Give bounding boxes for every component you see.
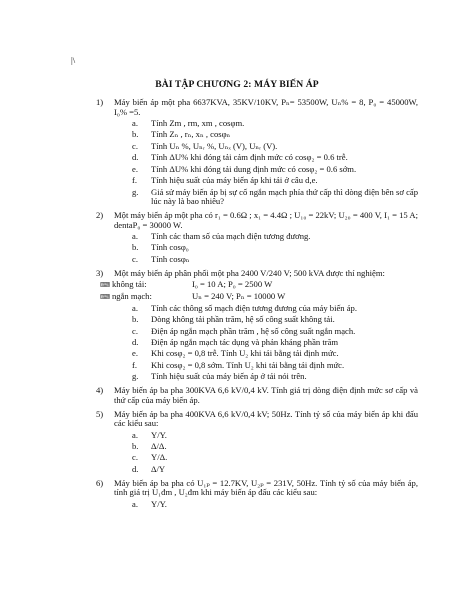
question-text: Máy biến áp ba pha 400KVA 6,6 kV/0,4 kV; 50Hz. Tính tỷ số của máy biến áp khi đấu các kiểu sau: bbox=[114, 408, 418, 429]
sub-item bbox=[114, 500, 418, 510]
sub-key: a. bbox=[132, 302, 138, 313]
page-title: BÀI TẬP CHƯƠNG 2: MÁY BIẾN ÁP bbox=[155, 79, 319, 90]
sub-text: Điện áp ngắn mạch tác dụng và phản kháng phần trăm bbox=[151, 337, 339, 348]
sub-item bbox=[114, 165, 418, 175]
sub-key: b. bbox=[132, 242, 139, 253]
question-number: 2) bbox=[96, 210, 104, 221]
sub-text: Dòng không tải phần trăm, hệ số công suất không tải. bbox=[151, 314, 335, 325]
question-1 bbox=[96, 98, 418, 207]
sub-item bbox=[114, 442, 418, 452]
sub-key: g. bbox=[132, 371, 139, 382]
sub-text: Tính cosφ₀ bbox=[151, 242, 189, 253]
keyboard-icon: ⌨ bbox=[100, 281, 111, 290]
sub-text: Y/Y. bbox=[151, 429, 167, 440]
sub-key: a. bbox=[132, 118, 138, 129]
sub-item bbox=[114, 130, 418, 140]
sub-key: b. bbox=[132, 441, 139, 452]
sub-item bbox=[114, 361, 418, 371]
sub-item bbox=[114, 338, 418, 348]
question-5 bbox=[96, 410, 418, 475]
sub-item bbox=[114, 304, 418, 314]
test-condition-no-load bbox=[100, 279, 418, 290]
condition-values: Uₙ = 240 V; Pₙ = 10000 W bbox=[192, 291, 286, 302]
sub-key: b. bbox=[132, 314, 139, 325]
sub-text: Giả sử máy biến áp bị sự cố ngắn mạch phía thứ cấp thì dòng điện bên sơ cấp lúc này là bao nhiêu? bbox=[151, 186, 418, 207]
sub-text: Tính ΔU% khi đóng tải cảm định mức có cosφ₂ = 0.6 trễ. bbox=[151, 152, 348, 163]
sub-text: Tính Zm , rm, xm , cosφm. bbox=[151, 118, 245, 129]
condition-values: I₀ = 10 A; P₀ = 2500 W bbox=[192, 279, 273, 290]
sub-key: g. bbox=[132, 186, 139, 197]
sub-text: Tính ΔU% khi đóng tải dung định mức có cosφ₂ = 0.6 sớm. bbox=[151, 163, 357, 174]
sub-key: a. bbox=[132, 231, 138, 242]
sub-item bbox=[114, 327, 418, 337]
sub-key: d. bbox=[132, 337, 139, 348]
sub-key: c. bbox=[132, 452, 138, 463]
question-4 bbox=[96, 386, 418, 405]
question-2 bbox=[96, 211, 418, 265]
sub-item bbox=[114, 315, 418, 325]
sub-item bbox=[114, 372, 418, 382]
sub-key: e. bbox=[132, 163, 138, 174]
sub-item bbox=[114, 453, 418, 463]
sub-item bbox=[114, 349, 418, 359]
sub-text: Tính các tham số của mạch điện tương đương. bbox=[151, 231, 311, 242]
sub-key: f. bbox=[132, 359, 138, 370]
question-3 bbox=[96, 269, 418, 382]
condition-label: ngắn mạch: bbox=[112, 291, 152, 302]
sub-text: Y/Y. bbox=[151, 498, 167, 509]
question-number: 3) bbox=[96, 267, 104, 278]
sub-item bbox=[114, 232, 418, 242]
sub-key: f. bbox=[132, 175, 138, 186]
condition-label: không tải: bbox=[112, 279, 147, 290]
keyboard-icon: ⌨ bbox=[100, 293, 111, 302]
sub-text: Tính hiệu suất của máy biến áp ở tải nói trên. bbox=[151, 371, 307, 382]
test-condition-short-circuit bbox=[100, 291, 418, 302]
sub-item bbox=[114, 142, 418, 152]
sub-key: e. bbox=[132, 348, 138, 359]
question-number: 4) bbox=[96, 385, 104, 396]
sub-text: Δ/Δ. bbox=[151, 441, 167, 452]
sub-key: d. bbox=[132, 463, 139, 474]
corner-mark: |\ bbox=[71, 55, 76, 65]
sub-text: Y/Δ. bbox=[151, 452, 168, 463]
question-text: Máy biến áp ba pha 300KVA 6,6 kV/0,4 kV. Tính giá trị dòng điện định mức sơ cấp và thứ cấp của máy biến áp. bbox=[114, 385, 418, 405]
sub-key: c. bbox=[132, 253, 138, 264]
sub-key: c. bbox=[132, 140, 138, 151]
question-number: 6) bbox=[96, 477, 104, 488]
sub-item bbox=[114, 119, 418, 129]
exercise-list bbox=[96, 98, 418, 514]
sub-key: a. bbox=[132, 498, 138, 509]
sub-text: Khi cosφ₂ = 0,8 sớm. Tính U₂ khi tải bằng tải định mức. bbox=[151, 359, 345, 370]
sub-text: Tính Uₙ %, Uₙᵣ %, Uₙₓ (V), Uₙᵣ (V). bbox=[151, 140, 278, 151]
question-text: Một máy biến áp phân phối một pha 2400 V/240 V; 500 kVA được thí nghiệm: bbox=[114, 267, 385, 278]
sub-item bbox=[114, 255, 418, 265]
sub-item bbox=[114, 243, 418, 253]
sub-item bbox=[114, 465, 418, 475]
sub-key: d. bbox=[132, 152, 139, 163]
question-text: Máy biến áp ba pha có U₁ₚ = 12.7KV, U₂ₚ = 231V, 50Hz. Tính tỷ số của máy biến áp, tính giá trị U₁đm , U₂đm khi máy biến áp đấu các kiểu sau: bbox=[114, 477, 418, 498]
question-text: Một máy biến áp một pha có r₁ = 0.6Ω ; x₁ = 4.4Ω ; U₁₀ = 22kV; U₂₀ = 400 V, I₁ = 15 A; dentaP₀ = 30000 W. bbox=[114, 210, 418, 230]
sub-key: b. bbox=[132, 129, 139, 140]
question-6 bbox=[96, 479, 418, 510]
sub-item bbox=[114, 176, 418, 186]
sub-key: a. bbox=[132, 429, 138, 440]
question-number: 5) bbox=[96, 408, 104, 419]
sub-item bbox=[114, 153, 418, 163]
sub-item bbox=[114, 188, 418, 207]
question-number: 1) bbox=[96, 97, 104, 107]
sub-text: Δ/Y bbox=[151, 463, 166, 474]
sub-text: Tính hiệu suất của máy biến áp khi tải ở câu d,e. bbox=[151, 175, 318, 186]
question-text: Máy biến áp một pha 6637KVA, 35KV/10KV, Pₙ= 53500W, Uₙ% = 8, P₀ = 45000W, I₀% =5. bbox=[114, 97, 418, 117]
sub-text: Tính Zₙ , rₙ, xₙ , cosφₙ bbox=[151, 129, 231, 140]
sub-text: Điện áp ngắn mạch phần trăm , hệ số công suất ngắn mạch. bbox=[151, 325, 356, 336]
sub-item bbox=[114, 431, 418, 441]
sub-text: Tính cosφₙ bbox=[151, 253, 190, 264]
sub-text: Tính các thông số mạch điện tương đương của máy biến áp. bbox=[151, 302, 357, 313]
sub-text: Khi cosφ₂ = 0,8 trễ. Tính U₂ khi tải bằng tải định mức. bbox=[151, 348, 339, 359]
sub-key: c. bbox=[132, 325, 138, 336]
